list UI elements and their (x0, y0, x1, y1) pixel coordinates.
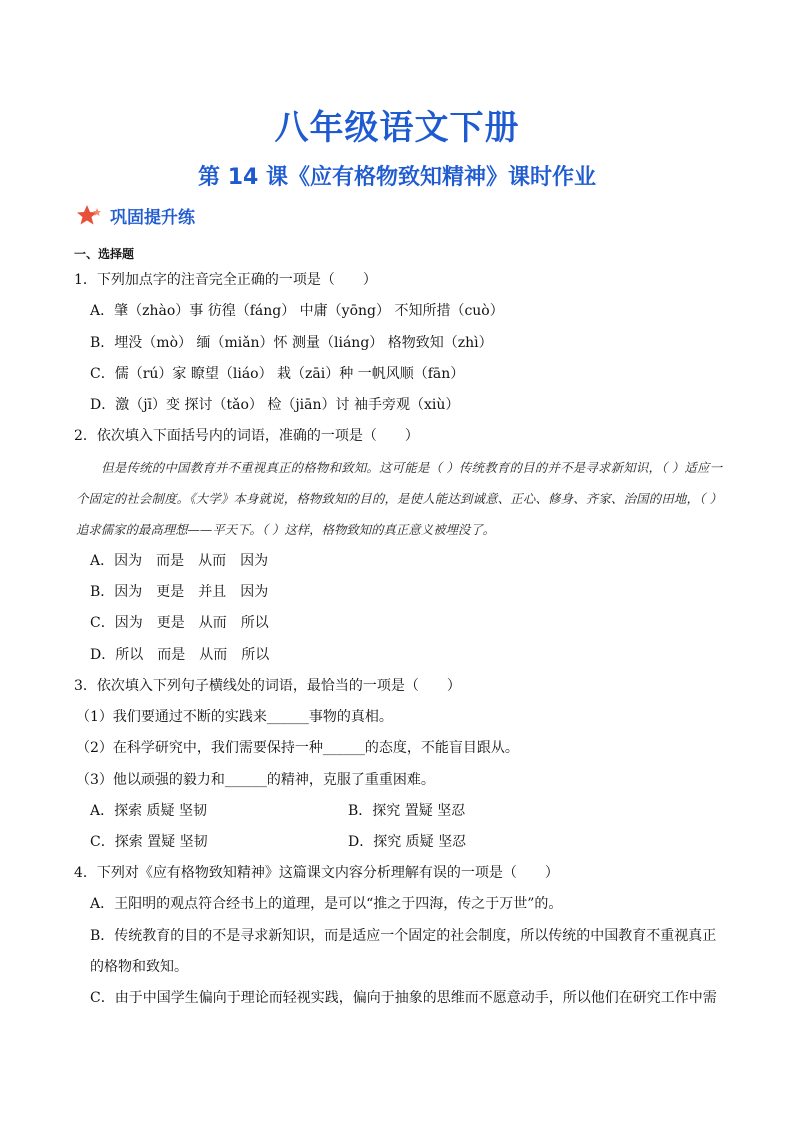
q4-option-a: A．王阳明的观点符合经书上的道理，是可以“推之于四海，传之于万世”的。 (90, 896, 563, 912)
q1-option-c: C．儒（rú）家 瞭望（liáo） 栽（zāi）种 一帆风顺（fān） (90, 366, 465, 382)
q3-item-2: （2）在科学研究中，我们需要保持一种______的态度，不能盲目跟从。 (76, 740, 519, 756)
q3-option-b: B．探究 置疑 坚忍 (348, 803, 466, 819)
star-icon (76, 204, 102, 226)
q3-option-a: A．探索 质疑 坚韧 (90, 803, 208, 819)
q1-option-d: D．激（jī）变 探讨（tǎo） 检（jiān）讨 袖手旁观（xiù） (90, 397, 460, 413)
q1-option-b: B．埋没（mò） 缅（miǎn）怀 测量（liáng） 格物致知（zhì） (90, 335, 493, 351)
q2-option-d: D．所以 而是 从而 所以 (90, 647, 270, 663)
question-2-stem: 2．依次填入下面括号内的词语，准确的一项是（ ） (74, 428, 419, 444)
q3-option-d: D．探究 质疑 坚忍 (348, 834, 467, 850)
q2-option-b: B．因为 更是 并且 因为 (90, 584, 269, 600)
q2-option-c: C．因为 更是 从而 所以 (90, 615, 269, 631)
question-3-stem: 3．依次填入下列句子横线处的词语，最恰当的一项是（ ） (74, 678, 461, 694)
q4-option-b: B．传统教育的目的不是寻求新知识，而是适应一个固定的社会制度，所以传统的中国教育不重视真正 (90, 928, 717, 944)
page-title: 八年级语文下册 (274, 108, 520, 148)
q3-item-3: （3）他以顽强的毅力和______的精神，克服了重重困难。 (76, 772, 435, 788)
q2-passage-text: 但是传统的中国教育并不重视真正的格物和致知。这可能是（ ）传统教育的目的并不是寻求新知识，（ ）适应一个固定的社会制度。《大学》本身就说，格物致知的目的，是使人能达到诚意、正心、修身、齐家、治国的田地，（ ）追求儒家的最高理想——平天下。（ ）这样，格物致知的真正意义被埋没了。 (76, 460, 722, 537)
q3-item-1: （1）我们要通过不断的实践来______事物的真相。 (76, 709, 393, 725)
question-1-stem: 1．下列加点字的注音完全正确的一项是（ ） (74, 272, 377, 288)
section-header (76, 200, 256, 228)
question-4-stem: 4．下列对《应有格物致知精神》这篇课文内容分析理解有误的一项是（ ） (74, 865, 559, 881)
q4-option-b-cont: 的格物和致知。 (90, 959, 188, 975)
q4-option-c: C．由于中国学生偏向于理论而轻视实践，偏向于抽象的思维而不愿意动手，所以他们在研究工作中需 (90, 990, 717, 1006)
part-heading: 一、选择题 (74, 247, 135, 261)
q2-passage (76, 452, 722, 545)
section-label: 巩固提升练 (110, 208, 195, 228)
q2-option-a: A．因为 而是 从而 因为 (90, 553, 269, 569)
q3-option-c: C．探索 置疑 坚韧 (90, 834, 208, 850)
q1-option-a: A．肇（zhào）事 彷徨（fáng） 中庸（yōng） 不知所措（cuò） (90, 303, 504, 319)
page-subtitle: 第 14 课《应有格物致知精神》课时作业 (198, 165, 596, 190)
